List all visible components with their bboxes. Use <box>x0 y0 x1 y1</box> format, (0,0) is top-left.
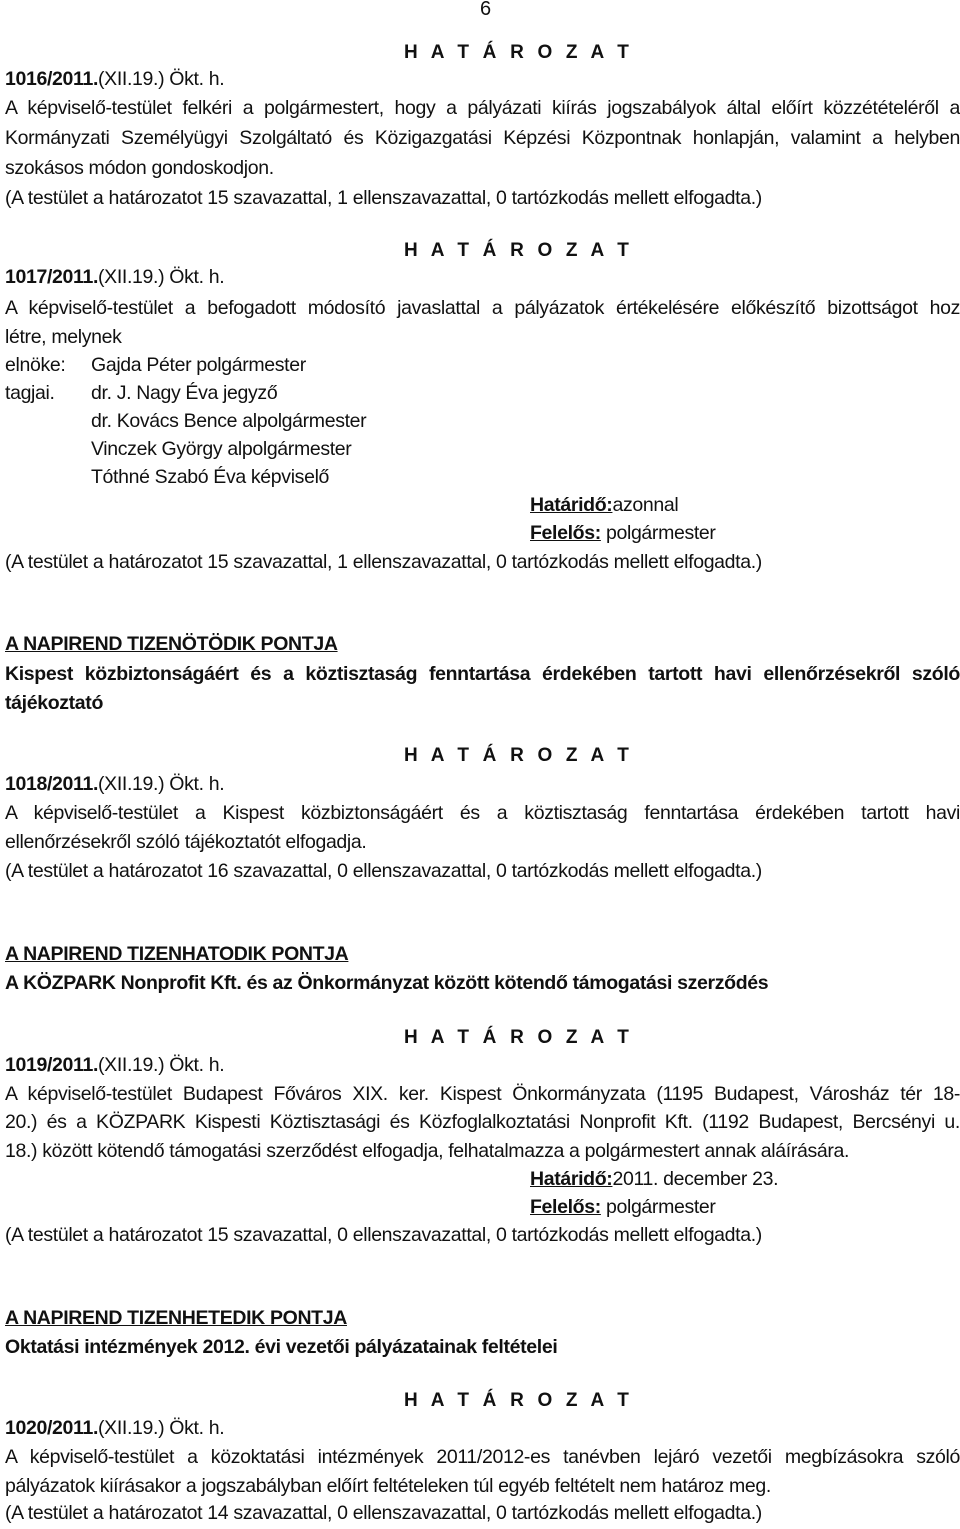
decision-text-line: A képviselő-testület felkéri a polgármestert, hogy a pályázati kiírás jogszabályok által előírt közzétételéről a <box>5 97 960 119</box>
decision-text-line: szokásos módon gondoskodjon. <box>5 157 274 179</box>
decision-text-line: pályázatok kiírásakor a jogszabályban előírt feltételeken túl egyéb feltételt nem határoz meg. <box>5 1475 771 1497</box>
decision-text-line: A képviselő-testület a befogadott módosító javaslattal a pályázatok értékelésére előkészítő bizottságot hoz <box>5 297 960 319</box>
members-label: tagjai. <box>5 382 55 404</box>
agenda-heading: A NAPIREND TIZENHETEDIK PONTJA <box>5 1307 347 1329</box>
decision-number: 1018/2011. <box>5 773 99 795</box>
decision-number-line <box>5 266 224 289</box>
vote-result: (A testület a határozatot 16 szavazattal, 0 ellenszavazattal, 0 tartózkodás mellett elfogadta.) <box>5 860 762 882</box>
decision-heading: H A T Á R O Z A T <box>404 745 634 766</box>
vote-result: (A testület a határozatot 15 szavazattal, 0 ellenszavazattal, 0 tartózkodás mellett elfogadta.) <box>5 1224 762 1246</box>
decision-date: (XII.19.) Ökt. h. <box>98 773 225 795</box>
vote-result: (A testület a határozatot 14 szavazattal, 0 ellenszavazattal, 0 tartózkodás mellett elfogadta.) <box>5 1502 762 1524</box>
responsible-line <box>530 1196 716 1219</box>
decision-number: 1016/2011. <box>5 68 99 90</box>
decision-number-line <box>5 1417 224 1440</box>
decision-number: 1017/2011. <box>5 266 99 288</box>
committee-chair: Gajda Péter polgármester <box>91 354 306 376</box>
decision-text-line: Kormányzati Személyügyi Szolgáltató és Közigazgatási Képzési Központnak honlapján, valamint a helyben <box>5 127 960 149</box>
decision-number-line <box>5 68 224 91</box>
chair-label: elnöke: <box>5 354 66 376</box>
decision-text-line: A képviselő-testület a Kispest közbiztonságáért és a köztisztaság fenntartása érdekében tartott havi <box>5 802 960 824</box>
vote-result: (A testület a határozatot 15 szavazattal, 1 ellenszavazattal, 0 tartózkodás mellett elfogadta.) <box>5 187 762 209</box>
decision-date: (XII.19.) Ökt. h. <box>98 1054 225 1076</box>
decision-number-line <box>5 1054 224 1077</box>
decision-text-line: 18.) között kötendő támogatási szerződést elfogadja, felhatalmazza a polgármestert annak aláírására. <box>5 1140 850 1162</box>
committee-member: dr. J. Nagy Éva jegyző <box>91 382 278 404</box>
responsible-value: polgármester <box>605 522 716 544</box>
decision-text-line: 20.) és a KÖZPARK Kispesti Köztisztasági és Közfoglalkoztatási Nonprofit Kft. (1192 Budapest, Bercsényi u. <box>5 1111 960 1133</box>
responsible-line <box>530 522 716 545</box>
deadline-value: 2011. december 23. <box>612 1168 779 1190</box>
agenda-title-line: A KÖZPARK Nonprofit Kft. és az Önkormányzat között kötendő támogatási szerződés <box>5 972 769 994</box>
responsible-value: polgármester <box>605 1196 716 1218</box>
decision-heading: H A T Á R O Z A T <box>404 1027 634 1048</box>
committee-member: dr. Kovács Bence alpolgármester <box>91 410 367 432</box>
decision-number: 1020/2011. <box>5 1417 99 1439</box>
decision-heading: H A T Á R O Z A T <box>404 42 634 63</box>
deadline-line <box>530 1168 778 1191</box>
agenda-title-line: Kispest közbiztonságáért és a köztisztaság fenntartása érdekében tartott havi ellenőrzésekről szóló <box>5 663 960 685</box>
vote-result: (A testület a határozatot 15 szavazattal, 1 ellenszavazattal, 0 tartózkodás mellett elfogadta.) <box>5 551 762 573</box>
decision-text-line: ellenőrzésekről szóló tájékoztatót elfogadja. <box>5 831 367 853</box>
responsible-label: Felelős: <box>530 522 601 544</box>
responsible-label: Felelős: <box>530 1196 601 1218</box>
decision-text-line: A képviselő-testület Budapest Főváros XIX. ker. Kispest Önkormányzata (1195 Budapest, Városház tér 18- <box>5 1083 960 1105</box>
decision-heading: H A T Á R O Z A T <box>404 1390 634 1411</box>
deadline-line <box>530 494 678 517</box>
decision-date: (XII.19.) Ökt. h. <box>98 68 225 90</box>
deadline-label: Határidő: <box>530 1168 613 1190</box>
page-number: 6 <box>480 0 491 20</box>
decision-number-line <box>5 773 224 796</box>
decision-date: (XII.19.) Ökt. h. <box>98 266 225 288</box>
agenda-heading: A NAPIREND TIZENHATODIK PONTJA <box>5 943 349 965</box>
decision-text-line: létre, melynek <box>5 326 122 348</box>
decision-text-line: A képviselő-testület a közoktatási intézmények 2011/2012-es tanévben lejáró vezetői megbízásokra szóló <box>5 1446 960 1468</box>
decision-number: 1019/2011. <box>5 1054 99 1076</box>
decision-date: (XII.19.) Ökt. h. <box>98 1417 225 1439</box>
agenda-title-line: tájékoztató <box>5 692 104 714</box>
committee-member: Vinczek György alpolgármester <box>91 438 352 460</box>
committee-member: Tóthné Szabó Éva képviselő <box>91 466 330 488</box>
decision-heading: H A T Á R O Z A T <box>404 240 634 261</box>
agenda-heading: A NAPIREND TIZENÖTÖDIK PONTJA <box>5 633 338 655</box>
deadline-label: Határidő: <box>530 494 613 516</box>
agenda-title-line: Oktatási intézmények 2012. évi vezetői pályázatainak feltételei <box>5 1336 558 1358</box>
deadline-value: azonnal <box>612 494 679 516</box>
